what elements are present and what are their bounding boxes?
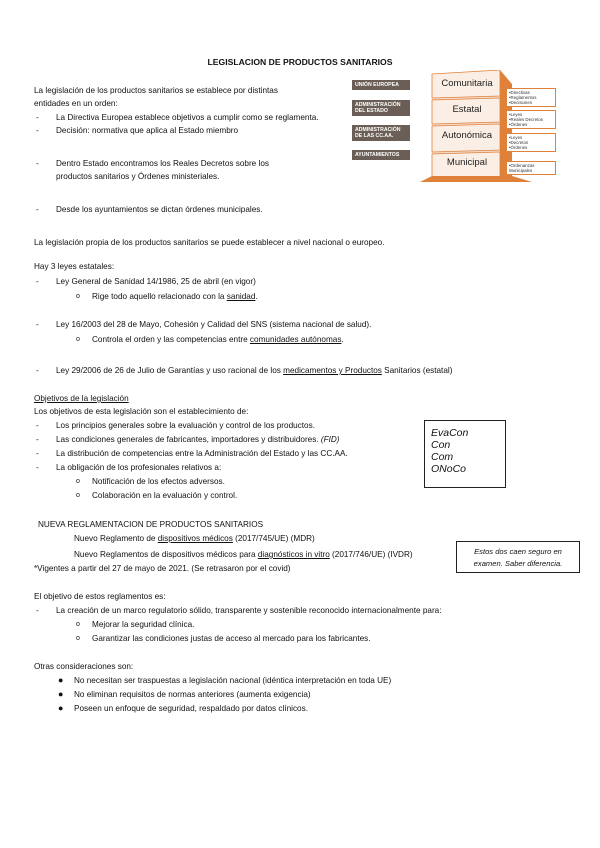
dash-marker: - [36, 449, 39, 458]
vigentes-note: *Vigentes a partir del 27 de mayo de 2021. (Se retrasaron por el covid) [34, 564, 291, 573]
label-administracion-ccaa: ADMINISTRACIÓN DE LAS CC.AA. [352, 125, 410, 141]
label-ayuntamientos: AYUNTAMIENTOS [352, 150, 410, 160]
text-part: . [255, 292, 258, 301]
bullet-dot: ● [58, 675, 64, 685]
label-union-europea: UNIÓN EUROPEA [352, 80, 410, 90]
text-part: (2017/745/UE) (MDR) [232, 534, 315, 543]
underlined-text: comunidades autónomas [249, 335, 342, 344]
dash-marker: - [36, 113, 39, 122]
text-part: Rige todo aquello relacionado con la [92, 292, 227, 301]
ley-3 [56, 366, 452, 375]
objetivo-subitem-notificacion: Notificación de los efectos adversos. [92, 477, 225, 486]
otras-intro: Otras consideraciones son: [34, 662, 134, 671]
objetivos-heading: Objetivos de la legislación [34, 394, 129, 403]
mnemonic-line: Con [431, 439, 451, 451]
ley-2: Ley 16/2003 del 28 de Mayo, Cohesión y Calidad del SNS (sistema nacional de salud). [56, 320, 372, 329]
objetivo-reglamentos-intro: El objetivo de estos reglamentos es: [34, 592, 166, 601]
circle-bullet: o [76, 336, 80, 343]
text-part: Nuevo Reglamentos de dispositivos médicos para [74, 550, 258, 559]
sub-item: •Órdenes [509, 122, 528, 127]
text-part: Controla el orden y las competencias entre [92, 335, 250, 344]
intro-line-2: entidades en un orden: [34, 99, 118, 108]
objetivo-subitem-acceso: Garantizar las condiciones justas de acceso al mercado para los fabricantes. [92, 634, 371, 643]
mnemonic-box [424, 420, 506, 488]
text-part: Nuevo Reglamento de [74, 534, 158, 543]
mnemonic-line: ONoCo [431, 463, 467, 475]
objetivos-intro: Los objetivos de esta legislación son el establecimiento de: [34, 407, 249, 416]
objetivo-item-condiciones [56, 435, 340, 444]
intro-item-decision: Decisión: normativa que aplica al Estado miembro [56, 126, 239, 135]
text-part: (2017/746/UE) (IVDR) [329, 550, 413, 559]
level-comunitaria: Comunitaria [441, 78, 493, 89]
objetivo-reglamentos-item: La creación de un marco regulatorio sólido, transparente y sostenible reconocido internacionalmente para: [56, 606, 442, 615]
sub-item: •Ordenanzas [509, 163, 535, 168]
fid-note: (FID) [320, 435, 340, 444]
nueva-heading: NUEVA REGLAMENTACION DE PRODUCTOS SANITARIOS [38, 520, 264, 529]
sub-item: •Decretos [509, 140, 529, 145]
reglamento-ivdr [74, 550, 413, 559]
circle-bullet: o [76, 621, 80, 628]
dash-marker: - [36, 159, 39, 168]
dash-marker: - [36, 320, 39, 329]
text-part: Las condiciones generales de fabricantes, importadores y distribuidores. [56, 435, 319, 444]
sub-item: •Reales Decretos [509, 117, 543, 122]
circle-bullet: o [76, 492, 80, 499]
dash-marker: - [36, 421, 39, 430]
intro-estado-line-2: productos sanitarios y Órdenes ministeriales. [56, 172, 220, 181]
dash-marker: - [36, 606, 39, 615]
dash-marker: - [36, 366, 39, 375]
bullet-dot: ● [58, 689, 64, 699]
ley-1-sub [92, 292, 258, 301]
dash-marker: - [36, 205, 39, 214]
page-title: LEGISLACION DE PRODUCTOS SANITARIOS [207, 57, 393, 67]
legislation-pyramid-diagram [350, 70, 560, 182]
objetivo-item-distribucion: La distribución de competencias entre la Administración del Estado y las CC.AA. [56, 449, 348, 458]
leyes-intro: Hay 3 leyes estatales: [34, 262, 115, 271]
sub-estatal [506, 110, 556, 129]
level-municipal: Municipal [446, 157, 488, 168]
note-line: examen. Saber diferencia. [473, 559, 563, 568]
otras-item-traspuestas: No necesitan ser traspuestas a legislación nacional (idéntica interpretación en toda UE) [74, 676, 392, 685]
reglamento-mdr [74, 534, 315, 543]
intro-line-1: La legislación de los productos sanitarios se establece por distintas [34, 86, 278, 95]
objetivo-item-principios: Los principios generales sobre la evaluación y control de los productos. [56, 421, 315, 430]
dash-marker: - [36, 277, 39, 286]
sub-autonomica [506, 133, 556, 152]
intro-ayuntamientos: Desde los ayuntamientos se dictan órdenes municipales. [56, 205, 263, 214]
intro-estado-line-1: Dentro Estado encontramos los Reales Decretos sobre los [56, 159, 269, 168]
objetivo-item-obligacion: La obligación de los profesionales relativos a: [56, 463, 222, 472]
level-autonomica: Autonómica [441, 130, 493, 141]
circle-bullet: o [76, 478, 80, 485]
objetivo-subitem-seguridad: Mejorar la seguridad clínica. [92, 620, 195, 629]
sub-municipal [506, 161, 556, 175]
otras-item-enfoque: Poseen un enfoque de seguridad, respaldado por datos clínicos. [74, 704, 308, 713]
sub-item: •Leyes [509, 135, 523, 140]
objetivo-subitem-colaboracion: Colaboración en la evaluación y control. [92, 491, 238, 500]
sub-item: •Leyes [509, 112, 523, 117]
sub-item: Municipales [509, 168, 533, 173]
mnemonic-line: EvaCon [431, 427, 469, 439]
underlined-text: diagnósticos in vitro [257, 550, 330, 559]
label-administracion-estado: ADMINISTRACIÓN DEL ESTADO [352, 100, 410, 116]
dash-marker: - [36, 435, 39, 444]
note-line: Estos dos caen seguro en [474, 547, 562, 556]
sub-comunitaria [506, 88, 556, 107]
exam-note-box [456, 541, 580, 573]
level-estatal: Estatal [452, 104, 482, 115]
underlined-text: sanidad [226, 292, 256, 301]
intro-item-directiva: La Directiva Europea establece objetivos a cumplir como se reglamenta. [56, 113, 319, 122]
dash-marker: - [36, 126, 39, 135]
sub-item: •Decisiones [509, 100, 533, 105]
underlined-text: medicamentos y Productos [283, 366, 382, 375]
circle-bullet: o [76, 293, 80, 300]
legislacion-propia: La legislación propia de los productos sanitarios se puede establecer a nivel nacional o europeo. [34, 238, 385, 247]
text-part: Ley 29/2006 de 26 de Julio de Garantías y uso racional de los [56, 366, 284, 375]
ley-1: Ley General de Sanidad 14/1986, 25 de abril (en vigor) [56, 277, 256, 286]
bullet-dot: ● [58, 703, 64, 713]
otras-item-requisitos: No eliminan requisitos de normas anteriores (aumenta exigencia) [74, 690, 311, 699]
dash-marker: - [36, 463, 39, 472]
sub-item: •Órdenes [509, 145, 528, 150]
sub-item: •Reglamentos [509, 95, 537, 100]
ley-2-sub [92, 335, 344, 344]
text-part: Sanitarios (estatal) [381, 366, 453, 375]
mnemonic-line: Com [431, 451, 454, 463]
text-part: . [341, 335, 344, 344]
underlined-text: dispositivos médicos [157, 534, 233, 543]
circle-bullet: o [76, 635, 80, 642]
sub-item: •Directivas [509, 90, 530, 95]
